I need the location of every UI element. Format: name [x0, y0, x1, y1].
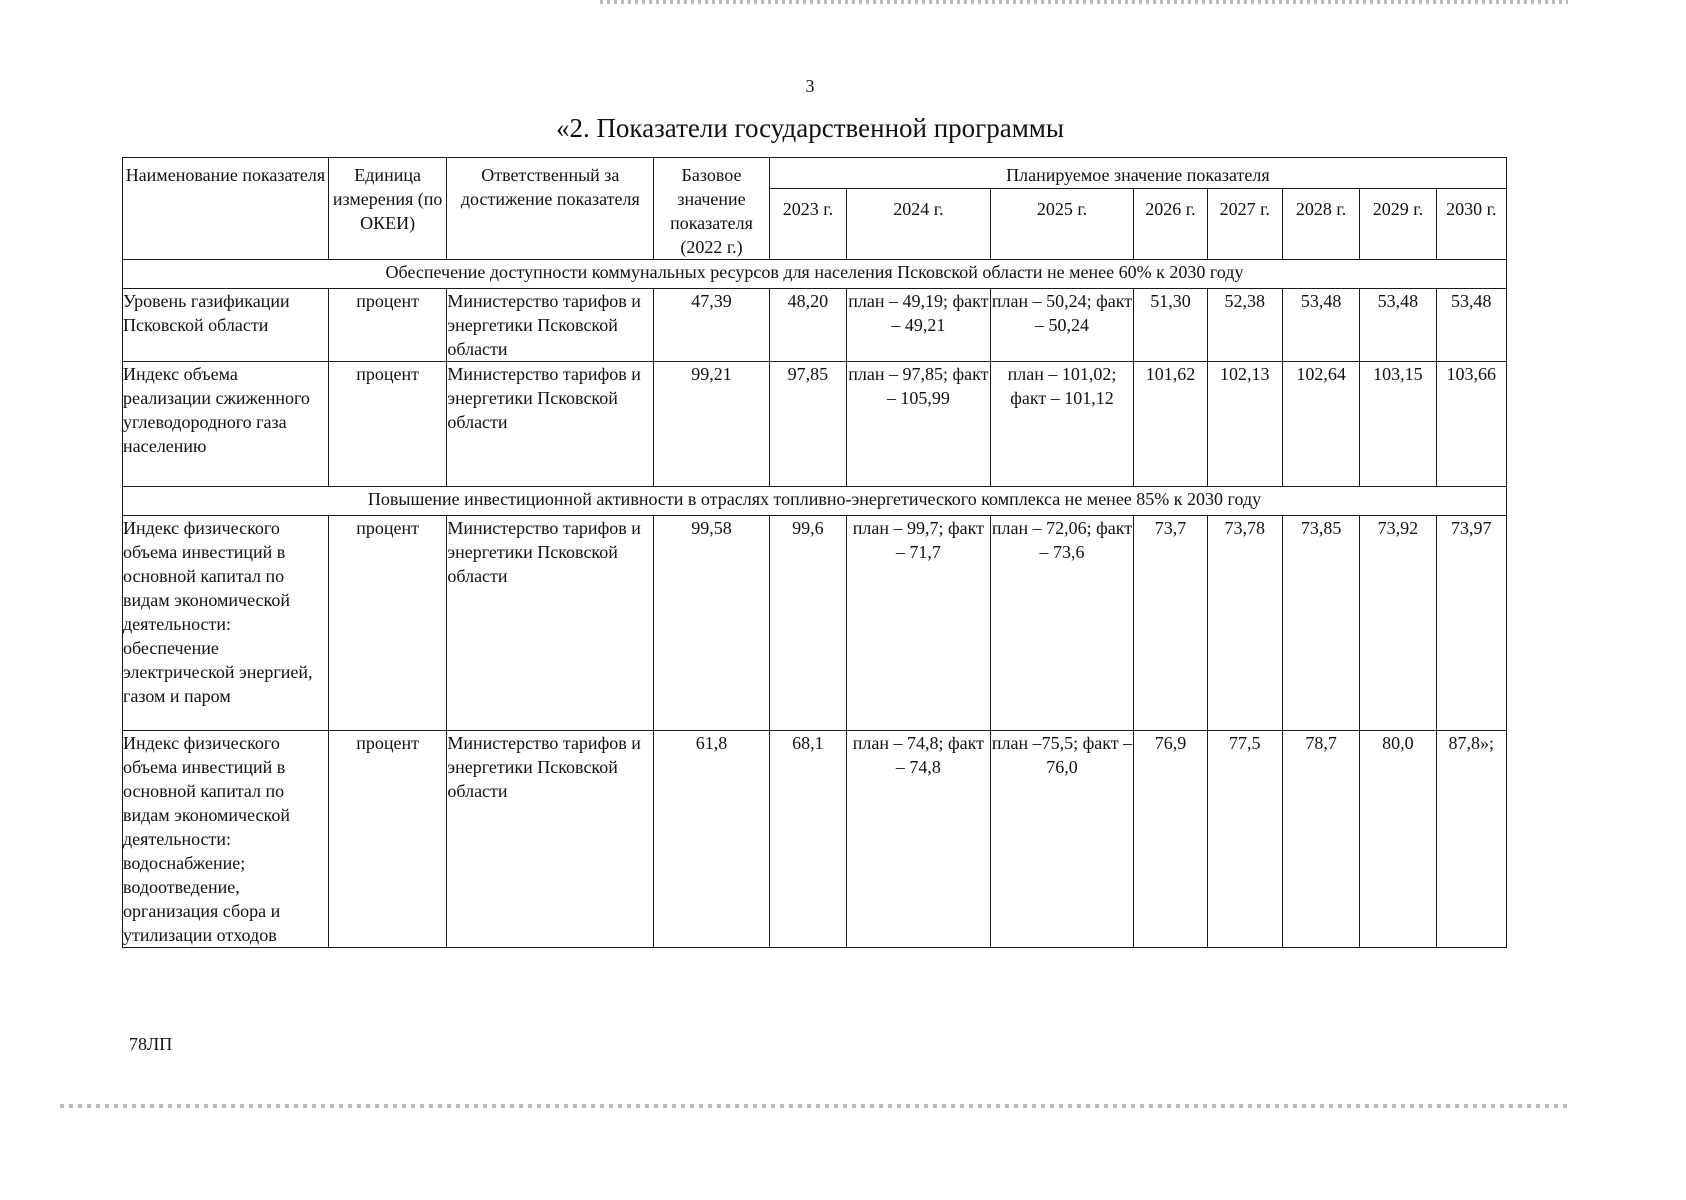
indicator-name: Индекс физического объема инвестиций в основной капитал по видам экономической деятельности: обеспечение электрической энергией, газом и паром: [123, 516, 329, 731]
value-2024: план – 74,8; факт – 74,8: [847, 731, 991, 948]
page-number: 3: [805, 76, 815, 96]
value-2027: 77,5: [1207, 731, 1282, 948]
header-year: 2027 г.: [1207, 189, 1282, 260]
value-2024: план – 97,85; факт – 105,99: [847, 362, 991, 487]
value-2026: 76,9: [1134, 731, 1207, 948]
indicator-responsible: Министерство тарифов и энергетики Псковской области: [447, 731, 654, 948]
table-row: [123, 731, 1507, 948]
table-row: [123, 516, 1507, 731]
value-2028: 73,85: [1282, 516, 1359, 731]
value-2024: план – 99,7; факт – 71,7: [847, 516, 991, 731]
value-2030: 87,8»;: [1436, 731, 1506, 948]
value-2023: 68,1: [769, 731, 846, 948]
indicator-responsible: Министерство тарифов и энергетики Псковской области: [447, 289, 654, 362]
table-row: [123, 289, 1507, 362]
value-2028: 53,48: [1282, 289, 1359, 362]
indicator-base-value: 99,21: [654, 362, 769, 487]
value-2030: 53,48: [1436, 289, 1506, 362]
table-row: [123, 362, 1507, 487]
document-code: 78ЛП: [129, 1034, 173, 1054]
header-base-value: Базовое значение показателя (2022 г.): [654, 158, 769, 260]
scan-edge-bottom: [60, 1104, 1568, 1108]
value-2029: 53,48: [1360, 289, 1436, 362]
value-2024: план – 49,19; факт – 49,21: [847, 289, 991, 362]
page-title: «2. Показатели государственной программы: [555, 113, 1065, 143]
header-responsible: Ответственный за достижение показателя: [447, 158, 654, 260]
value-2027: 102,13: [1207, 362, 1282, 487]
value-2026: 51,30: [1134, 289, 1207, 362]
value-2023: 99,6: [769, 516, 846, 731]
value-2030: 73,97: [1436, 516, 1506, 731]
indicator-unit: процент: [328, 516, 447, 731]
header-year: 2024 г.: [847, 189, 991, 260]
header-year: 2029 г.: [1360, 189, 1436, 260]
value-2026: 73,7: [1134, 516, 1207, 731]
header-indicator-name: Наименование показателя: [123, 158, 329, 260]
indicator-responsible: Министерство тарифов и энергетики Псковской области: [447, 362, 654, 487]
indicators-table: [122, 157, 1507, 948]
value-2028: 78,7: [1282, 731, 1359, 948]
value-2028: 102,64: [1282, 362, 1359, 487]
header-year: 2028 г.: [1282, 189, 1359, 260]
header-year: 2025 г.: [990, 189, 1134, 260]
value-2029: 73,92: [1360, 516, 1436, 731]
header-year: 2030 г.: [1436, 189, 1506, 260]
indicator-responsible: Министерство тарифов и энергетики Псковской области: [447, 516, 654, 731]
value-2023: 48,20: [769, 289, 846, 362]
indicator-base-value: 47,39: [654, 289, 769, 362]
header-planned-value: Планируемое значение показателя: [769, 158, 1506, 189]
group-heading: Обеспечение доступности коммунальных ресурсов для населения Псковской области не менее 60% к 2030 году: [123, 260, 1507, 289]
value-2025: план – 72,06; факт – 73,6: [990, 516, 1134, 731]
indicator-unit: процент: [328, 362, 447, 487]
value-2025: план – 101,02; факт – 101,12: [990, 362, 1134, 487]
indicator-unit: процент: [328, 731, 447, 948]
indicator-base-value: 99,58: [654, 516, 769, 731]
value-2027: 52,38: [1207, 289, 1282, 362]
value-2026: 101,62: [1134, 362, 1207, 487]
indicator-name: Индекс объема реализации сжиженного углеводородного газа населению: [123, 362, 329, 487]
header-unit: Единица измерения (по ОКЕИ): [328, 158, 447, 260]
group-heading: Повышение инвестиционной активности в отраслях топливно-энергетического комплекса не менее 85% к 2030 году: [123, 487, 1507, 516]
indicator-name: Индекс физического объема инвестиций в основной капитал по видам экономической деятельности: водоснабжение; водоотведение, организация сбора и утилизации отходов: [123, 731, 329, 948]
value-2029: 80,0: [1360, 731, 1436, 948]
value-2030: 103,66: [1436, 362, 1506, 487]
indicator-base-value: 61,8: [654, 731, 769, 948]
header-year: 2026 г.: [1134, 189, 1207, 260]
value-2025: план – 50,24; факт – 50,24: [990, 289, 1134, 362]
value-2029: 103,15: [1360, 362, 1436, 487]
value-2023: 97,85: [769, 362, 846, 487]
header-year: 2023 г.: [769, 189, 846, 260]
value-2025: план –75,5; факт – 76,0: [990, 731, 1134, 948]
scan-edge-top: [600, 0, 1568, 4]
value-2027: 73,78: [1207, 516, 1282, 731]
indicator-unit: процент: [328, 289, 447, 362]
indicator-name: Уровень газификации Псковской области: [123, 289, 329, 362]
